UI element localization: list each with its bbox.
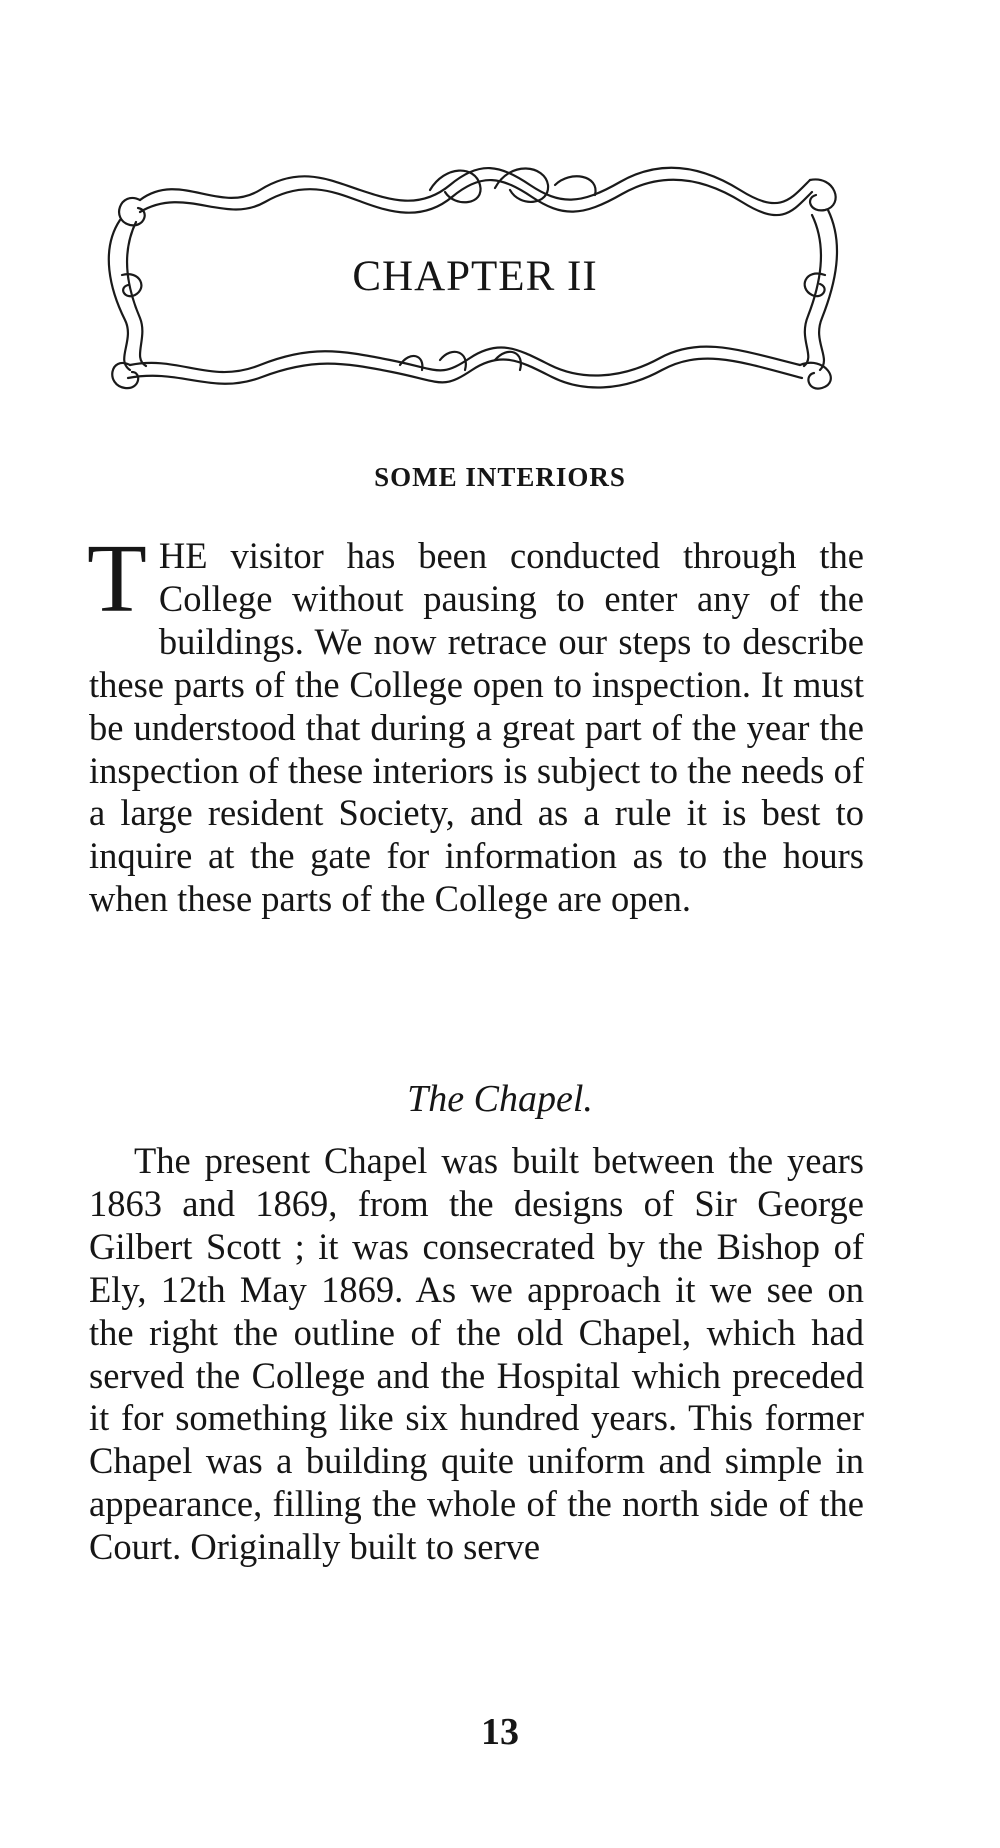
chapel-heading: The Chapel. [407, 1078, 593, 1120]
chapel-paragraph [89, 1140, 864, 1569]
section-heading: SOME INTERIORS [374, 462, 626, 492]
intro-paragraph [87, 525, 864, 921]
intro-text: HE visitor has been conducted through the College without pausing to enter any of the buildings. We now retrace our steps to describe these parts of the College open to inspection. It must be understood that during a great part of the year the inspection of these interiors is subject to the needs of a large resident Society, and as a rule it is best to inquire at the gate for information as to the hours when these parts of the College are open. [89, 535, 864, 920]
chapter-banner [100, 160, 850, 390]
page-number: 13 [481, 1711, 519, 1753]
drop-cap: T [87, 525, 147, 633]
chapter-title: CHAPTER II [352, 253, 598, 300]
chapel-text: The present Chapel was built between the years 1863 and 1869, from the designs of Sir George Gilbert Scott ; it was consecrated by the Bishop of Ely, 12th May 1869. As we approach it we see on the right the outline of the old Chapel, which had served the College and the Hospital which preceded it for something like six hundred years. This former Chapel was a building quite uniform and simple in appearance, filling the whole of the north side of the Court. Originally built to serve [89, 1140, 864, 1568]
